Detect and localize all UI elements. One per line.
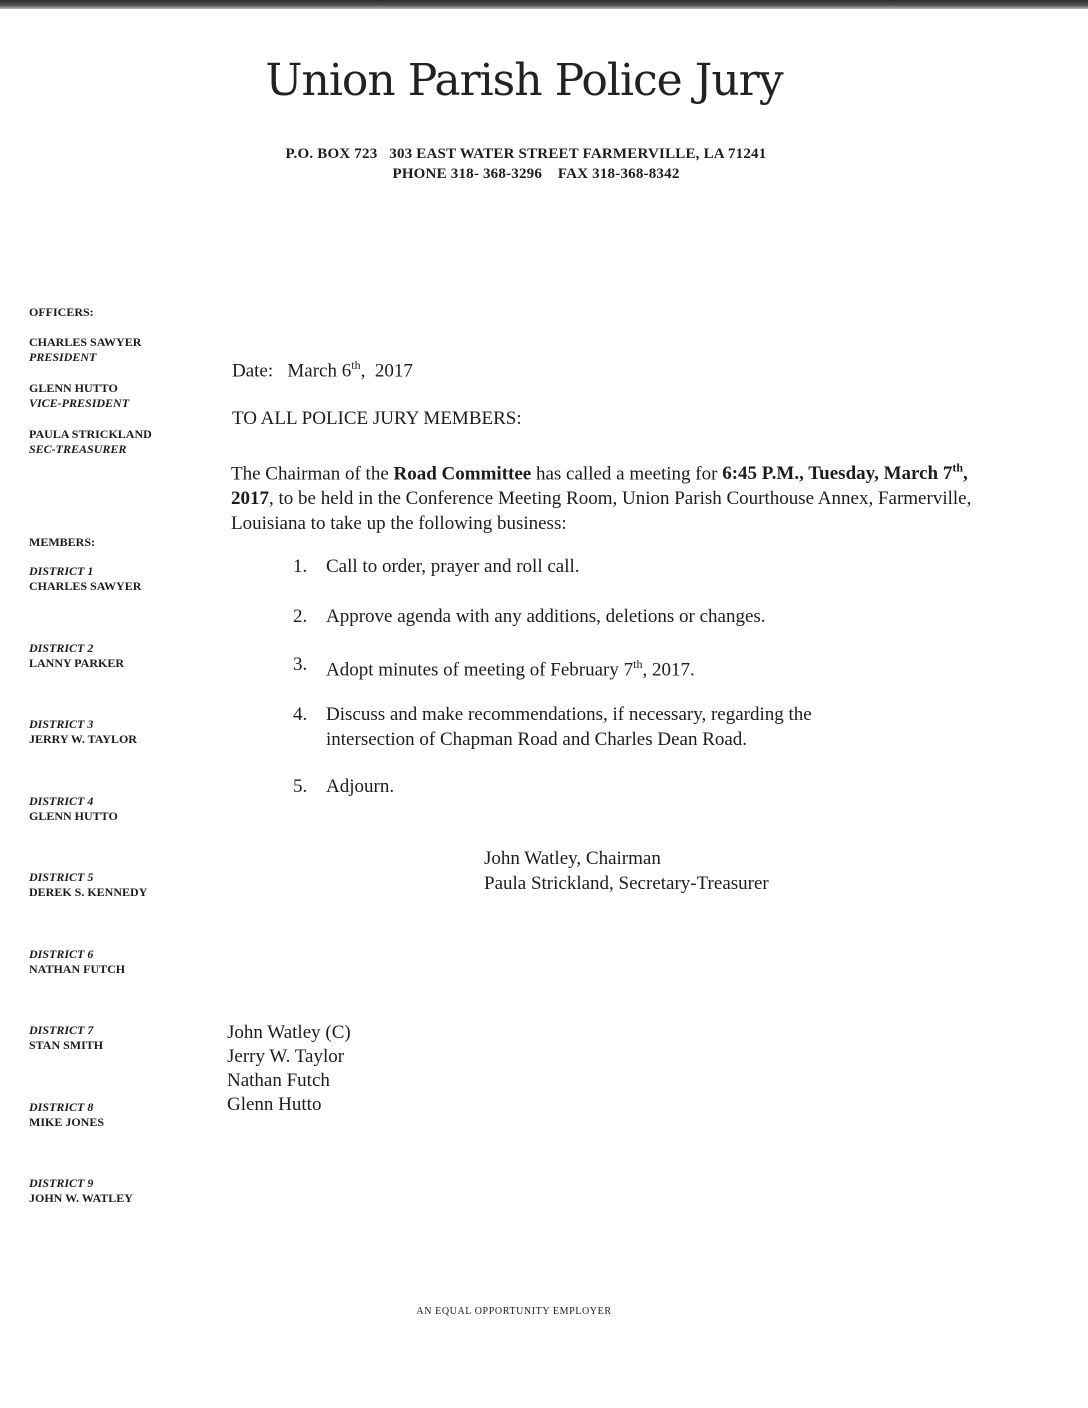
agenda-text-line2: intersection of Chapman Road and Charles Dean Road. <box>326 729 748 750</box>
officer-name: GLENN HUTTO <box>29 381 118 395</box>
cc-list-item: Nathan Futch <box>227 1070 330 1091</box>
officer-president <box>29 335 141 365</box>
agenda-number: 2. <box>293 606 308 627</box>
letterhead-title: Union Parish Police Jury <box>265 55 783 106</box>
agenda-item-5 <box>293 774 394 799</box>
officer-role: VICE-PRESIDENT <box>29 396 130 410</box>
member-name: CHARLES SAWYER <box>29 579 142 593</box>
member-district-1 <box>29 564 141 594</box>
member-name: GLENN HUTTO <box>29 809 118 823</box>
para-text: has called a meeting for <box>531 463 723 485</box>
district-label: DISTRICT 9 <box>29 1176 94 1190</box>
agenda-text <box>326 652 695 682</box>
salutation: TO ALL POLICE JURY MEMBERS: <box>232 408 522 429</box>
agenda-date-suffix: th <box>633 657 643 671</box>
member-district-5 <box>29 870 147 900</box>
signature-secretary: Paula Strickland, Secretary-Treasurer <box>484 873 769 894</box>
member-district-6 <box>29 947 125 977</box>
member-district-2 <box>29 641 124 671</box>
meeting-date-suffix: th <box>952 461 964 475</box>
district-label: DISTRICT 7 <box>29 1023 94 1037</box>
district-label: DISTRICT 4 <box>29 794 94 808</box>
member-name: DEREK S. KENNEDY <box>29 885 148 899</box>
agenda-item-1 <box>293 554 580 579</box>
agenda-text: Approve agenda with any additions, deletions or changes. <box>326 606 766 627</box>
member-name: STAN SMITH <box>29 1038 104 1052</box>
letterhead-address: P.O. BOX 723 303 EAST WATER STREET FARMERVILLE, LA 71241 <box>285 146 767 162</box>
date-value: March 6 <box>287 360 352 382</box>
para-text: The Chairman of the <box>231 463 394 485</box>
scan-top-edge <box>0 0 1088 9</box>
date-label: Date: <box>232 360 274 382</box>
agenda-text <box>326 702 812 752</box>
agenda-text-tail: , 2017. <box>642 659 695 681</box>
meeting-year: , 2017 <box>231 463 968 510</box>
district-label: DISTRICT 3 <box>29 717 94 731</box>
district-label: DISTRICT 1 <box>29 564 94 578</box>
letterhead-phone: PHONE 318- 368-3296 FAX 318-368-8342 <box>392 166 680 182</box>
district-label: DISTRICT 2 <box>29 641 94 655</box>
agenda-number: 1. <box>293 556 308 577</box>
officer-role: PRESIDENT <box>29 350 97 364</box>
meeting-paragraph <box>231 456 991 536</box>
date-year: , 2017 <box>360 360 413 382</box>
agenda-item-4 <box>293 702 812 752</box>
agenda-item-3 <box>293 652 695 682</box>
district-label: DISTRICT 6 <box>29 947 94 961</box>
member-name: LANNY PARKER <box>29 656 124 670</box>
agenda-text-line1: Discuss and make recommendations, if necessary, regarding the <box>326 704 812 725</box>
agenda-number: 4. <box>293 704 308 725</box>
agenda-text-main: Adopt minutes of meeting of February 7 <box>326 659 634 681</box>
member-district-8 <box>29 1100 104 1130</box>
officer-name: CHARLES SAWYER <box>29 335 142 349</box>
cc-list-item: Jerry W. Taylor <box>227 1046 345 1067</box>
officer-sec-treasurer <box>29 427 152 457</box>
district-label: DISTRICT 5 <box>29 870 94 884</box>
officer-role: SEC-TREASURER <box>29 442 127 456</box>
agenda-number: 3. <box>293 654 308 675</box>
date-suffix: th <box>351 358 361 372</box>
agenda-text: Call to order, prayer and roll call. <box>326 556 580 577</box>
meeting-time-text: 6:45 P.M., Tuesday, March 7 <box>722 463 953 485</box>
member-district-7 <box>29 1023 103 1053</box>
footer-note: AN EQUAL OPPORTUNITY EMPLOYER <box>416 1306 612 1317</box>
member-district-4 <box>29 794 118 824</box>
agenda-number: 5. <box>293 776 308 797</box>
cc-list-item: Glenn Hutto <box>227 1094 322 1115</box>
officer-vice-president <box>29 381 129 411</box>
committee-name: Road Committee <box>393 463 532 485</box>
member-district-9 <box>29 1176 133 1206</box>
member-name: JERRY W. TAYLOR <box>29 732 137 746</box>
cc-list-item: John Watley (C) <box>227 1022 351 1043</box>
agenda-item-2 <box>293 604 766 629</box>
member-district-3 <box>29 717 137 747</box>
officers-heading: OFFICERS: <box>29 305 94 319</box>
members-heading: MEMBERS: <box>29 535 95 549</box>
district-label: DISTRICT 8 <box>29 1100 94 1114</box>
agenda-text: Adjourn. <box>326 776 395 797</box>
signature-chairman: John Watley, Chairman <box>484 848 661 869</box>
officer-name: PAULA STRICKLAND <box>29 427 152 441</box>
member-name: MIKE JONES <box>29 1115 105 1129</box>
letter-date <box>232 358 413 382</box>
member-name: JOHN W. WATLEY <box>29 1191 133 1205</box>
para-text: , to be held in the Conference Meeting Room, Union Parish Courthouse Annex, Farmerville, Louisiana to take up the following business: <box>231 488 972 535</box>
member-name: NATHAN FUTCH <box>29 962 126 976</box>
